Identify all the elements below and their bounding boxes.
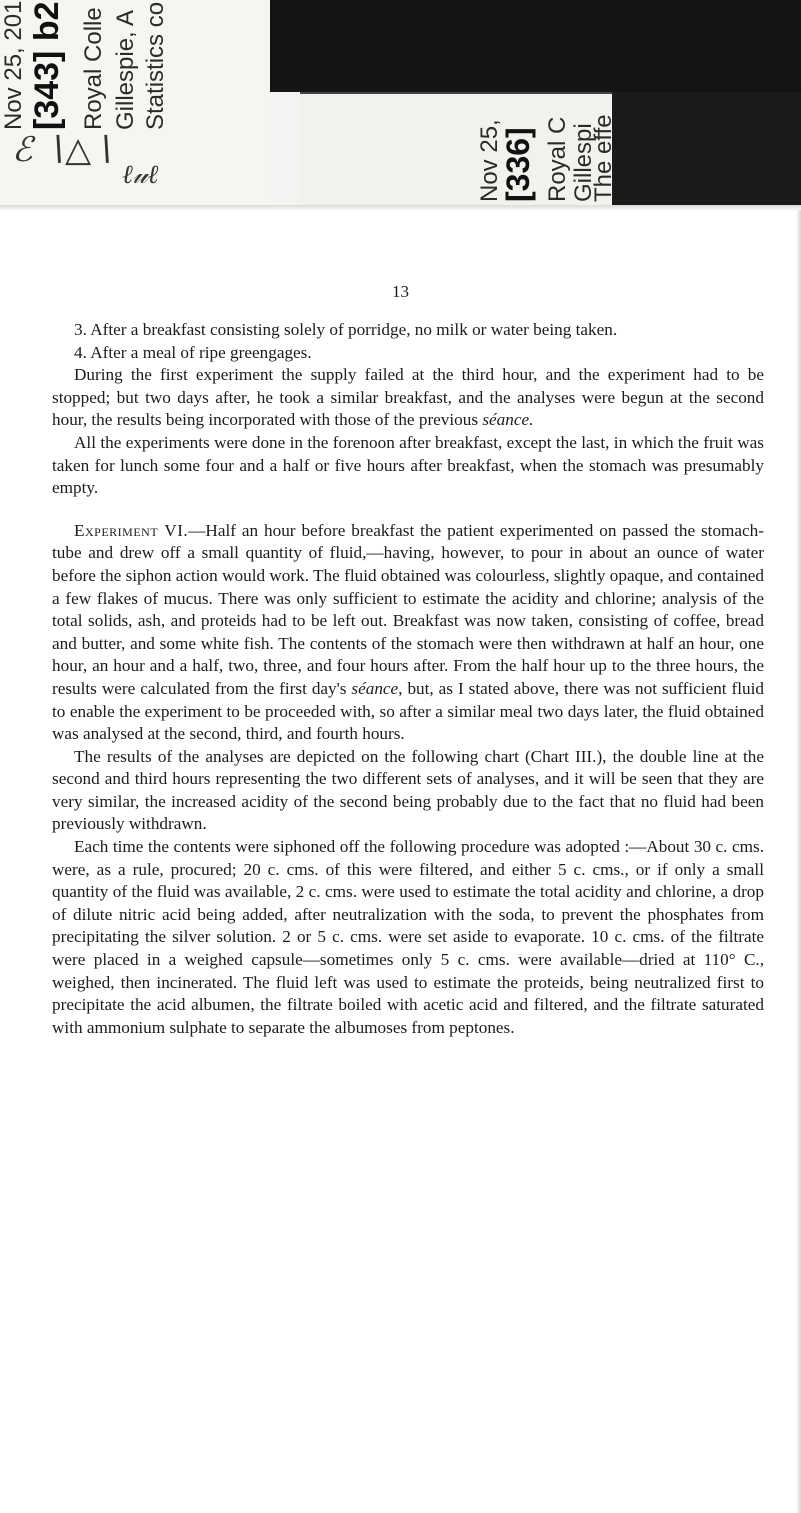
catalogue-label-right — [300, 94, 617, 205]
page-edge-shadow — [796, 210, 801, 1513]
scan-header — [0, 0, 801, 205]
catalogue-label-left — [0, 0, 270, 205]
paragraph-forenoon: All the experiments were done in the forenoon after breakfast, except the last, in which the fruit was taken for lunch some four and a half or five hours after breakfast, when the stomach was presumably empty. — [52, 432, 764, 498]
page-number: 13 — [392, 282, 409, 301]
label-date: Nov 25, 201 — [0, 0, 27, 130]
paragraph-procedure: Each time the contents were siphoned off the following procedure was adopted :—About 30 c. cms. were, as a rule, procured; 20 c. cms. of this were filtered, and either 5 c. cms., or if only a small quantity of the fluid was available, 2 c. cms. were used to estimate the total acidity and chlorine, a drop of dilute nitric acid being added, after neutralization with the soda, to prevent the phosphates from precipitating the silver solution. 2 or 5 c. cms. were set aside to evaporate. 10 c. cms. of the filtrate were placed in a weighed capsule—sometimes only 5 c. cms. were available—dried at 110° C., weighed, then incinerated. The fluid left was used to estimate the proteids, being neutralized first to precipitate the acid albumen, the filtrate boiled with acetic acid and filtered, and the filtrate saturated with ammonium sulphate to separate the albumoses from peptones. — [52, 837, 764, 1037]
paragraph-experiment-vi: Experiment VI.—Half an hour before breakfast the patient experimented on passed the stomach-tube and drew off a small quantity of fluid,—having, however, to pour in about an ounce of water before the siphon action would work. The fluid obtained was colourless, slightly opaque, and contained a few flakes of mucus. There was only sufficient to estimate the acidity and chlorine; analysis of the total solids, ash, and proteids had to be left out. Breakfast was now taken, consisting of coffee, bread and butter, and some white fish. The contents of the stomach were then withdrawn at half an hour, one hour, an hour and a half, two, three, and four hours after. From the half hour up to the three hours, the results were calculated from the first day's séance, but, as I stated above, there was not sufficient fluid to enable the experiment to be proceeded with, so after a similar meal two days later, the fluid obtained was analysed at the second, third, and fourth hours. — [52, 520, 765, 744]
experiment-heading: Experiment VI. — [74, 520, 189, 540]
paragraph-item-3: 3. After a breakfast consisting solely of porridge, no milk or water being taken. — [74, 320, 618, 339]
scan-edge — [0, 205, 801, 211]
label-title-2: The effe — [590, 114, 617, 202]
handwritten-mark: ℰ ∖△∖ — [12, 130, 113, 170]
label-college-2: Royal C — [544, 116, 571, 202]
label-title: Statistics co — [142, 1, 169, 130]
label-college: Royal Colle — [80, 7, 107, 130]
scanner-background — [270, 0, 801, 92]
paragraph-item-4: 4. After a meal of ripe greengages. — [74, 342, 312, 362]
label-author-2: Gillespi — [570, 123, 597, 202]
page-body — [52, 319, 764, 1039]
paragraph-chart-results: The results of the analyses are depicted on the following chart (Chart III.), the double line at the second and third hours representing the two different sets of analyses, and it will be seen that they are very similar, the increased acidity of the second being probably due to the fact that no fluid had been previously withdrawn. — [52, 746, 764, 834]
paragraph-first-experiment: During the first experiment the supply failed at the third hour, and the experiment had to be stopped; but two days after, he took a similar breakfast, and the analyses were begun at the second hour, the results being incorporated with those of the previous séance. — [52, 365, 764, 430]
label-shelfmark: [343] b2 — [28, 1, 66, 130]
label-shelfmark-2: [336] — [500, 127, 536, 202]
scanner-background-right — [612, 92, 801, 205]
italic-seance-2: séance — [351, 678, 399, 698]
italic-seance: séance. — [482, 410, 534, 430]
handwritten-initials: ℓ𝓊ℓ — [122, 160, 159, 190]
label-date-2: Nov 25, — [476, 119, 503, 202]
label-author: Gillespie, A — [112, 9, 139, 130]
